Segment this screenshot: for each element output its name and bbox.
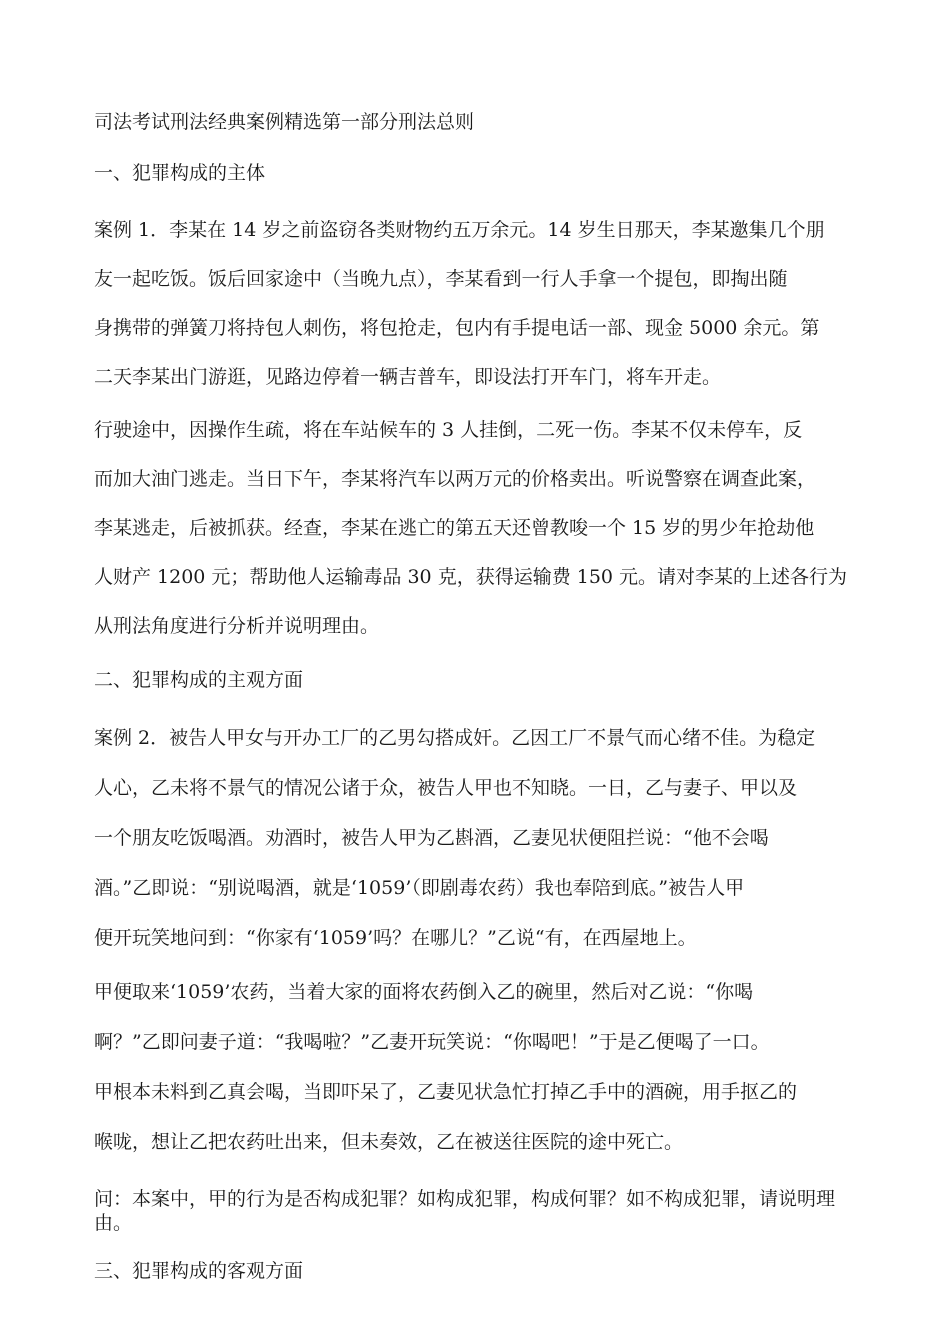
paragraph-line: 案例 2．被告人甲女与开办工厂的乙男勾搭成奸。乙因工厂不景气而心绪不佳。为稳定 (94, 727, 816, 749)
paragraph-line: 从刑法角度进行分析并说明理由。 (94, 615, 380, 637)
paragraph-line: 人财产 1200 元；帮助他人运输毒品 30 克，获得运输费 150 元。请对李某的上述各行为 (94, 566, 848, 588)
paragraph-line: 李某逃走，后被抓获。经查，李某在逃亡的第五天还曾教唆一个 15 岁的男少年抢劫他 (94, 517, 815, 539)
paragraph-line: 案例 1．李某在 14 岁之前盗窃各类财物约五万余元。14 岁生日那天，李某邀集几个朋 (94, 219, 825, 241)
section-heading-subject: 一、犯罪构成的主体 (94, 162, 266, 184)
paragraph-line: 喉咙，想让乙把农药吐出来，但未奏效，乙在被送往医院的途中死亡。 (94, 1131, 684, 1153)
paragraph-line: 甲便取来‘1059’农药，当着大家的面将农药倒入乙的碗里，然后对乙说：“你喝 (94, 981, 754, 1003)
case-1-continuation (94, 406, 862, 651)
case-1-paragraph (94, 206, 862, 402)
section-heading-subjective: 二、犯罪构成的主观方面 (94, 669, 304, 691)
section-heading-objective: 三、犯罪构成的客观方面 (94, 1260, 304, 1282)
paragraph-line: 酒。”乙即说：“别说喝酒，就是‘1059’（即剧毒农药）我也奉陪到底。”被告人甲 (94, 877, 745, 899)
document-page (94, 100, 862, 1291)
case-2-paragraph (94, 713, 862, 963)
paragraph-line: 友一起吃饭。饭后回家途中（当晚九点），李某看到一行人手拿一个提包，即掏出随 (94, 268, 788, 290)
paragraph-line: 身携带的弹簧刀将持包人刺伤，将包抢走，包内有手提电话一部、现金 5000 余元。第 (94, 317, 820, 339)
paragraph-line: 一个朋友吃饭喝酒。劝酒时，被告人甲为乙斟酒，乙妻见状便阻拦说：“他不会喝 (94, 827, 769, 849)
case-2-question: 问：本案中，甲的行为是否构成犯罪？如构成犯罪，构成何罪？如不构成犯罪，请说明理由。 (94, 1188, 836, 1234)
document-title: 司法考试刑法经典案例精选第一部分刑法总则 (94, 111, 475, 133)
paragraph-line: 二天李某出门游逛，见路边停着一辆吉普车，即设法打开车门，将车开走。 (94, 366, 722, 388)
paragraph-line: 甲根本未料到乙真会喝，当即吓呆了，乙妻见状急忙打掉乙手中的酒碗，用手抠乙的 (94, 1081, 798, 1103)
paragraph-line: 人心，乙未将不景气的情况公诸于众，被告人甲也不知晓。一日，乙与妻子、甲以及 (94, 777, 798, 799)
case-2-continuation (94, 967, 862, 1167)
paragraph-line: 啊？”乙即问妻子道：“我喝啦？”乙妻开玩笑说：“你喝吧！”于是乙便喝了一口。 (94, 1031, 770, 1053)
paragraph-line: 行驶途中，因操作生疏，将在车站候车的 3 人挂倒，二死一伤。李某不仅未停车，反 (94, 419, 803, 441)
paragraph-line: 而加大油门逃走。当日下午，李某将汽车以两万元的价格卖出。听说警察在调查此案， (94, 468, 817, 490)
paragraph-line: 便开玩笑地问到：“你家有‘1059’吗？在哪儿？”乙说“有，在西屋地上。 (94, 927, 697, 949)
